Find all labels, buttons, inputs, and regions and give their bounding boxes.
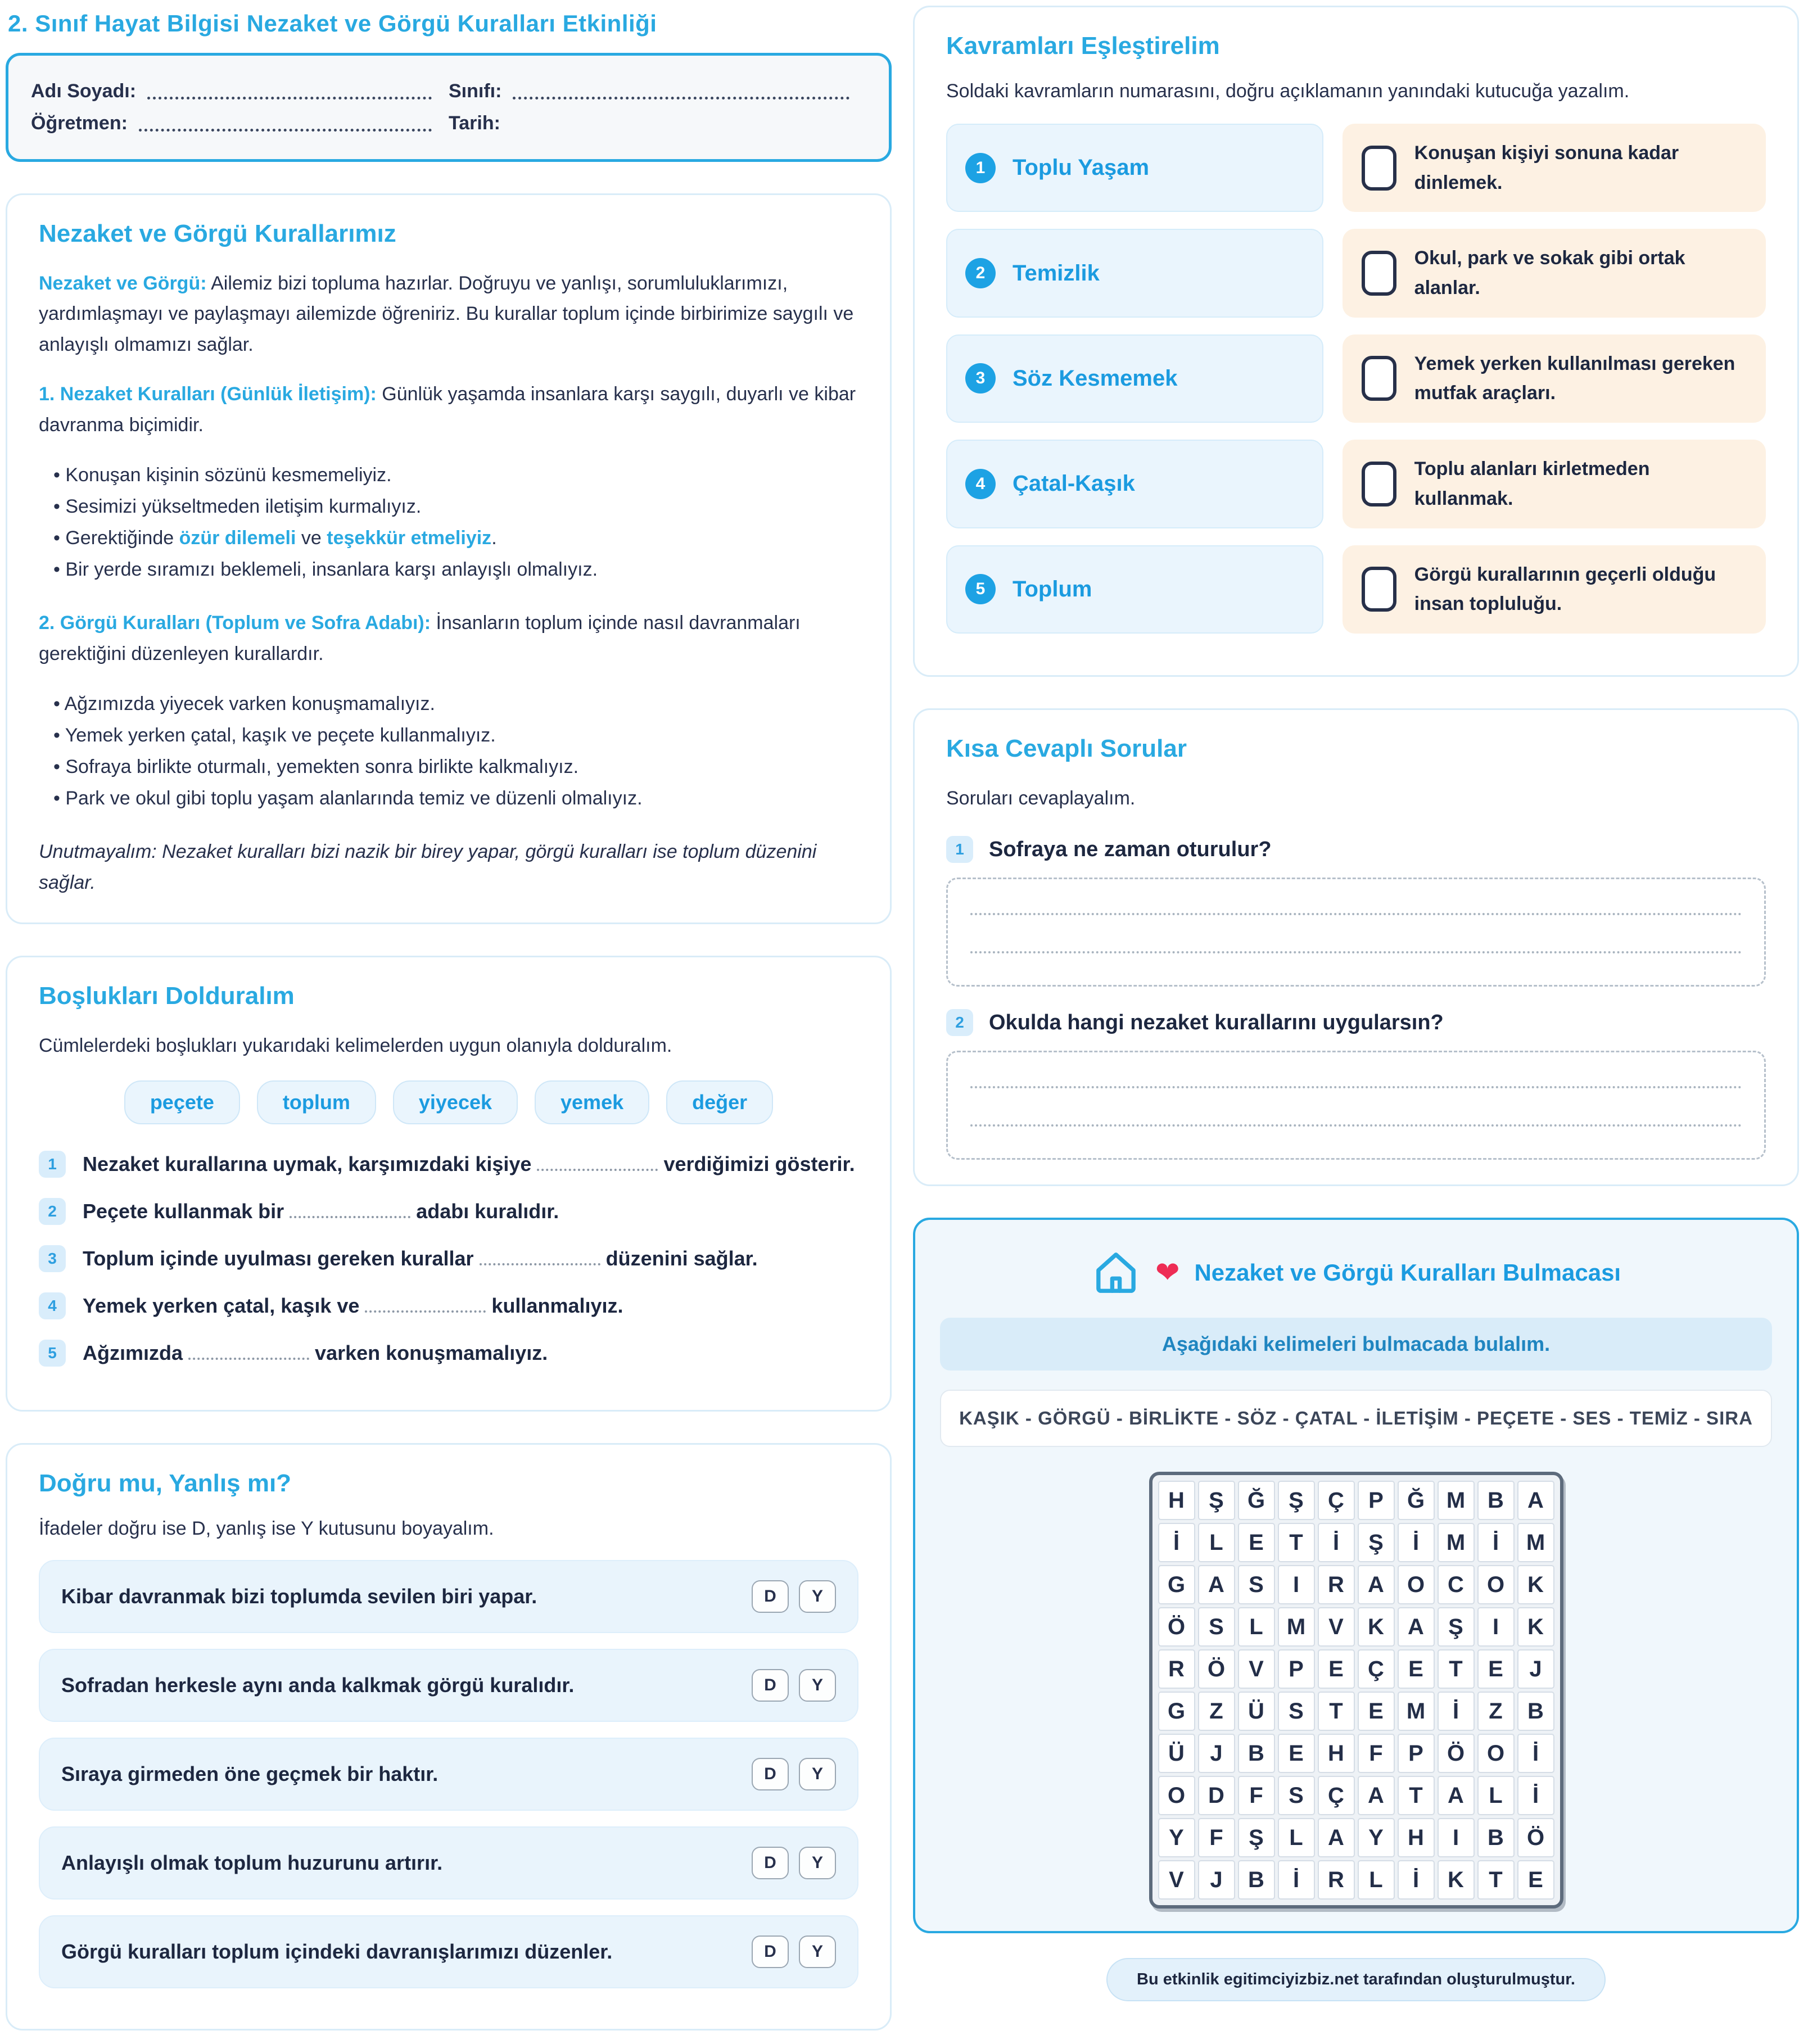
name-label: Adı Soyadı: (31, 80, 137, 102)
concept-box (946, 334, 1323, 423)
rules-section1-bullets (53, 459, 858, 585)
concept-number: 4 (965, 469, 996, 499)
item-number: 3 (39, 1245, 66, 1272)
fill-item: 2 Peçete kullanmak bir adabı kuralıdır. (39, 1196, 858, 1227)
puzzle-cell[interactable]: Y (1358, 1818, 1395, 1857)
fill-item: 4 Yemek yerken çatal, kaşık ve kullanmalıyız. (39, 1291, 858, 1321)
puzzle-cell[interactable]: L (1477, 1776, 1515, 1815)
puzzle-title: Nezaket ve Görgü Kuralları Bulmacası (1194, 1259, 1621, 1286)
teacher-input-line[interactable] (139, 116, 432, 132)
true-button[interactable]: D (752, 1847, 789, 1879)
word-chip: değer (666, 1080, 773, 1124)
puzzle-cell[interactable]: Y (1158, 1818, 1195, 1857)
concept-label: Toplum (1013, 576, 1092, 602)
true-button[interactable]: D (752, 1580, 789, 1613)
fill-blank[interactable] (365, 1296, 486, 1313)
puzzle-cell[interactable]: E (1358, 1692, 1395, 1731)
match-heading: Kavramları Eşleştirelim (946, 32, 1220, 60)
puzzle-cell[interactable]: T (1398, 1776, 1435, 1815)
puzzle-cell[interactable]: M (1398, 1692, 1435, 1731)
puzzle-cell[interactable]: S (1198, 1607, 1235, 1647)
puzzle-instruction: Aşağıdaki kelimeleri bulmacada bulalım. (940, 1318, 1772, 1371)
puzzle-cell[interactable]: I (1278, 1565, 1315, 1604)
puzzle-cell[interactable]: E (1318, 1649, 1355, 1689)
fill-blank[interactable] (537, 1154, 658, 1171)
puzzle-cell[interactable]: L (1358, 1860, 1395, 1900)
puzzle-cell[interactable]: Ç (1318, 1776, 1355, 1815)
reminder-note: Unutmayalım: Nezaket kuralları bizi nazik bir birey yapar, görgü kuralları ise toplum düzenini sağlar. (39, 841, 817, 893)
puzzle-cell[interactable]: Ğ (1398, 1481, 1435, 1520)
puzzle-cell[interactable]: B (1238, 1860, 1275, 1900)
rules-intro: Nezaket ve Görgü: Ailemiz bizi topluma hazırlar. Doğruyu ve yanlışı, sorumluluklarımızı, yardımlaşmayı ve paylaşmayı ailemizde öğreniriz. Bu kurallar toplum içinde birbirimize saygılı ve anlayışlı olmamızı sağlar. (39, 273, 854, 355)
puzzle-cell[interactable]: C (1438, 1565, 1475, 1604)
house-icon (1091, 1248, 1141, 1297)
puzzle-cell[interactable]: B (1517, 1692, 1554, 1731)
explanation-text: Toplu alanları kirletmeden kullanmak. (1414, 458, 1650, 509)
puzzle-header (940, 1248, 1772, 1297)
explanation-text: Okul, park ve sokak gibi ortak alanlar. (1414, 247, 1685, 299)
puzzle-cell[interactable]: İ (1398, 1860, 1435, 1900)
puzzle-cell[interactable]: Ü (1158, 1734, 1195, 1773)
puzzle-cell[interactable]: V (1158, 1860, 1195, 1900)
false-button[interactable]: Y (799, 1580, 836, 1613)
puzzle-cell[interactable]: Ö (1517, 1818, 1554, 1857)
bullet-item: • Yemek yerken çatal, kaşık ve peçete kullanmalıyız. (53, 720, 858, 751)
puzzle-cell[interactable]: L (1198, 1523, 1235, 1562)
puzzle-cell[interactable]: P (1358, 1481, 1395, 1520)
concept-number: 3 (965, 363, 996, 394)
puzzle-cell[interactable]: T (1318, 1692, 1355, 1731)
puzzle-cell[interactable]: I (1438, 1818, 1475, 1857)
match-row (946, 440, 1766, 528)
puzzle-cell[interactable]: Ş (1198, 1481, 1235, 1520)
puzzle-cell[interactable]: M (1438, 1481, 1475, 1520)
puzzle-cell[interactable]: J (1517, 1649, 1554, 1689)
puzzle-cell[interactable]: Z (1477, 1692, 1515, 1731)
tf-row (39, 1826, 858, 1900)
puzzle-cell[interactable]: O (1158, 1776, 1195, 1815)
word-chip: peçete (124, 1080, 240, 1124)
explanation-text: Görgü kurallarının geçerli olduğu insan topluluğu. (1414, 563, 1716, 615)
item-number: 5 (39, 1340, 66, 1367)
puzzle-cell[interactable]: L (1238, 1607, 1275, 1647)
puzzle-cell[interactable]: F (1198, 1818, 1235, 1857)
tf-heading: Doğru mu, Yanlış mı? (39, 1469, 292, 1497)
puzzle-cell[interactable]: Ş (1358, 1523, 1395, 1562)
question-text: Okulda hangi nezaket kurallarını uygularsın? (989, 1010, 1444, 1034)
concept-label: Temizlik (1013, 260, 1100, 286)
puzzle-cell[interactable]: S (1238, 1565, 1275, 1604)
puzzle-cell[interactable]: Ş (1278, 1481, 1315, 1520)
answer-checkbox[interactable] (1362, 251, 1396, 296)
name-input-line[interactable] (147, 84, 432, 100)
match-row (946, 545, 1766, 634)
item-number: 1 (39, 1151, 66, 1178)
puzzle-grid (1149, 1472, 1563, 1909)
puzzle-cell[interactable]: M (1517, 1523, 1554, 1562)
student-info-form (6, 53, 892, 162)
puzzle-word-list: KAŞIK - GÖRGÜ - BİRLİKTE - SÖZ - ÇATAL - İLETİŞİM - PEÇETE - SES - TEMİZ - SIRA (940, 1390, 1772, 1447)
puzzle-cell[interactable]: O (1477, 1565, 1515, 1604)
puzzle-cell[interactable]: Ö (1198, 1649, 1235, 1689)
question-number: 2 (946, 1009, 973, 1036)
concept-number: 1 (965, 153, 996, 183)
false-button[interactable]: Y (799, 1936, 836, 1968)
puzzle-cell[interactable]: İ (1438, 1692, 1475, 1731)
fill-blanks-card (6, 956, 892, 1411)
explanation-box (1343, 545, 1766, 634)
puzzle-cell[interactable]: Ü (1238, 1692, 1275, 1731)
explanation-box (1343, 124, 1766, 212)
puzzle-cell[interactable]: R (1318, 1860, 1355, 1900)
puzzle-cell[interactable]: İ (1278, 1860, 1315, 1900)
bullet-item: • Konuşan kişinin sözünü kesmemeliyiz. (53, 459, 858, 491)
puzzle-cell[interactable]: J (1198, 1734, 1235, 1773)
explanation-box (1343, 334, 1766, 423)
tf-row (39, 1649, 858, 1722)
puzzle-cell[interactable]: O (1398, 1565, 1435, 1604)
puzzle-cell[interactable]: M (1438, 1523, 1475, 1562)
puzzle-cell[interactable]: K (1358, 1607, 1395, 1647)
false-button[interactable]: Y (799, 1669, 836, 1702)
puzzle-cell[interactable]: B (1477, 1818, 1515, 1857)
form-row (31, 80, 866, 102)
question-row (946, 1009, 1766, 1036)
heart-icon: ❤ (1155, 1256, 1180, 1290)
question-number: 1 (946, 836, 973, 863)
match-row (946, 334, 1766, 423)
bullet-item: • Ağzımızda yiyecek varken konuşmamalıyız. (53, 688, 858, 720)
answer-area[interactable] (946, 878, 1766, 987)
puzzle-cell[interactable]: K (1517, 1607, 1554, 1647)
puzzle-cell[interactable]: Z (1198, 1692, 1235, 1731)
bullet-item: • Park ve okul gibi toplu yaşam alanlarında temiz ve düzenli olmalıyız. (53, 783, 858, 814)
puzzle-cell[interactable]: A (1358, 1565, 1395, 1604)
puzzle-cell[interactable]: A (1398, 1607, 1435, 1647)
puzzle-cell[interactable]: Ö (1438, 1734, 1475, 1773)
concept-box (946, 440, 1323, 528)
answer-checkbox[interactable] (1362, 356, 1396, 401)
explanation-text: Yemek yerken kullanılması gereken mutfak araçları. (1414, 352, 1735, 404)
puzzle-cell[interactable]: B (1477, 1481, 1515, 1520)
puzzle-cell[interactable]: D (1198, 1776, 1235, 1815)
puzzle-cell[interactable]: A (1358, 1776, 1395, 1815)
puzzle-cell[interactable]: O (1477, 1734, 1515, 1773)
rules-section2: 2. Görgü Kuralları (Toplum ve Sofra Adabı): İnsanların toplum içinde nasıl davranmaları gerektiğini düzenleyen kurallardır. (39, 612, 801, 664)
short-instruction: Soruları cevaplayalım. (946, 787, 1136, 809)
short-answer-card (913, 708, 1799, 1186)
puzzle-cell[interactable]: Ç (1318, 1481, 1355, 1520)
bullet-item: • Sofraya birlikte oturmalı, yemekten sonra birlikte kalkmalıyız. (53, 751, 858, 783)
question-text: Sofraya ne zaman oturulur? (989, 837, 1272, 861)
puzzle-cell[interactable]: H (1318, 1734, 1355, 1773)
tf-statement: Sıraya girmeden öne geçmek bir haktır. (61, 1762, 439, 1785)
tf-statement: Anlayışlı olmak toplum huzurunu artırır. (61, 1851, 443, 1874)
item-number: 4 (39, 1292, 66, 1319)
concept-label: Çatal-Kaşık (1013, 471, 1135, 496)
fill-blank[interactable] (290, 1201, 410, 1218)
true-button[interactable]: D (752, 1936, 789, 1968)
answer-checkbox[interactable] (1362, 462, 1396, 507)
puzzle-cell[interactable]: F (1238, 1776, 1275, 1815)
match-row (946, 124, 1766, 212)
date-label: Tarih: (449, 112, 500, 134)
puzzle-cell[interactable]: H (1398, 1818, 1435, 1857)
word-search-card (913, 1218, 1799, 1933)
puzzle-cell[interactable]: Ş (1438, 1607, 1475, 1647)
puzzle-cell[interactable]: E (1278, 1734, 1315, 1773)
puzzle-cell[interactable]: H (1158, 1481, 1195, 1520)
page-title: 2. Sınıf Hayat Bilgisi Nezaket ve Görgü Kuralları Etkinliği (8, 10, 657, 37)
class-input-line[interactable] (513, 84, 849, 100)
matching-card (913, 6, 1799, 677)
puzzle-cell[interactable]: İ (1158, 1523, 1195, 1562)
false-button[interactable]: Y (799, 1758, 836, 1790)
answer-line[interactable] (970, 948, 1742, 953)
rules-info-card (6, 193, 892, 924)
puzzle-cell[interactable]: I (1477, 1607, 1515, 1647)
word-bank (39, 1080, 858, 1124)
tf-row (39, 1915, 858, 1988)
class-label: Sınıfı: (449, 80, 502, 102)
fill-item: 1 Nezaket kurallarına uymak, karşımızdaki kişiye verdiğimizi gösterir. (39, 1149, 858, 1179)
answer-checkbox[interactable] (1362, 567, 1396, 612)
puzzle-cell[interactable]: G (1158, 1692, 1195, 1731)
date-field (449, 112, 866, 134)
fill-blank[interactable] (188, 1343, 309, 1360)
puzzle-cell[interactable]: K (1517, 1565, 1554, 1604)
puzzle-cell[interactable]: İ (1398, 1523, 1435, 1562)
concept-box (946, 124, 1323, 212)
puzzle-cell[interactable]: İ (1477, 1523, 1515, 1562)
left-column (6, 6, 892, 2031)
puzzle-cell[interactable]: E (1477, 1649, 1515, 1689)
concept-label: Söz Kesmemek (1013, 365, 1178, 391)
puzzle-cell[interactable]: T (1438, 1649, 1475, 1689)
concept-box (946, 545, 1323, 634)
puzzle-cell[interactable]: A (1438, 1776, 1475, 1815)
answer-area[interactable] (946, 1051, 1766, 1160)
puzzle-cell[interactable]: İ (1517, 1734, 1554, 1773)
right-column (913, 6, 1799, 2031)
puzzle-cell[interactable]: A (1198, 1565, 1235, 1604)
puzzle-cell[interactable]: V (1318, 1607, 1355, 1647)
puzzle-cell[interactable]: R (1318, 1565, 1355, 1604)
puzzle-cell[interactable]: Ş (1238, 1818, 1275, 1857)
puzzle-cell[interactable]: Ö (1158, 1607, 1195, 1647)
puzzle-cell[interactable]: L (1278, 1818, 1315, 1857)
concept-number: 2 (965, 258, 996, 288)
word-chip: yiyecek (393, 1080, 518, 1124)
answer-line[interactable] (970, 1083, 1742, 1088)
puzzle-cell[interactable]: Ğ (1238, 1481, 1275, 1520)
footer (913, 1958, 1799, 2001)
item-number: 2 (39, 1198, 66, 1225)
puzzle-cell[interactable]: B (1238, 1734, 1275, 1773)
credit-badge: Bu etkinlik egitimciyizbiz.net tarafından oluşturulmuştur. (1106, 1958, 1606, 2001)
puzzle-cell[interactable]: T (1278, 1523, 1315, 1562)
explanation-text: Konuşan kişiyi sonuna kadar dinlemek. (1414, 142, 1679, 193)
puzzle-cell[interactable]: F (1358, 1734, 1395, 1773)
fill-instruction: Cümlelerdeki boşlukları yukarıdaki kelimelerden uygun olanıyla dolduralım. (39, 1035, 672, 1057)
puzzle-cell[interactable]: K (1438, 1860, 1475, 1900)
rules-section1: 1. Nezaket Kuralları (Günlük İletişim): Günlük yaşamda insanlara karşı saygılı, duyarlı ve kibar davranma biçimidir. (39, 383, 856, 436)
rules-section2-bullets (53, 688, 858, 814)
teacher-field (31, 112, 449, 134)
word-chip: toplum (257, 1080, 376, 1124)
false-button[interactable]: Y (799, 1847, 836, 1879)
puzzle-cell[interactable]: A (1517, 1481, 1554, 1520)
puzzle-cell[interactable]: A (1318, 1818, 1355, 1857)
concept-label: Toplu Yaşam (1013, 155, 1150, 180)
word-chip: yemek (535, 1080, 649, 1124)
tf-instruction: İfadeler doğru ise D, yanlış ise Y kutusunu boyayalım. (39, 1517, 494, 1539)
tf-row (39, 1560, 858, 1633)
tf-row (39, 1738, 858, 1811)
puzzle-cell[interactable]: T (1477, 1860, 1515, 1900)
explanation-box (1343, 229, 1766, 317)
match-instruction: Soldaki kavramların numarasını, doğru açıklamanın yanındaki kutucuğa yazalım. (946, 80, 1630, 102)
teacher-label: Öğretmen: (31, 112, 128, 134)
answer-line[interactable] (970, 1121, 1742, 1127)
true-false-card (6, 1443, 892, 2031)
puzzle-cell[interactable]: E (1398, 1649, 1435, 1689)
explanation-box (1343, 440, 1766, 528)
short-heading: Kısa Cevaplı Sorular (946, 734, 1187, 762)
bullet-item: • Sesimizi yükseltmeden iletişim kurmalıyız. (53, 491, 858, 522)
puzzle-cell[interactable]: S (1278, 1776, 1315, 1815)
puzzle-cell[interactable]: Ç (1358, 1649, 1395, 1689)
name-field (31, 80, 449, 102)
tf-statement: Kibar davranmak bizi toplumda sevilen biri yapar. (61, 1584, 537, 1608)
fill-heading: Boşlukları Dolduralım (39, 982, 295, 1010)
date-input-line[interactable] (512, 116, 849, 132)
puzzle-cell[interactable]: E (1238, 1523, 1275, 1562)
true-button[interactable]: D (752, 1669, 789, 1702)
concept-number: 5 (965, 574, 996, 604)
puzzle-cell[interactable]: E (1517, 1860, 1554, 1900)
answer-checkbox[interactable] (1362, 146, 1396, 191)
question-row (946, 836, 1766, 863)
puzzle-cell[interactable]: M (1278, 1607, 1315, 1647)
form-row (31, 112, 866, 134)
fill-item: 5 Ağzımızda varken konuşmamalıyız. (39, 1338, 858, 1368)
class-field (449, 80, 866, 102)
fill-item: 3 Toplum içinde uyulması gereken kurallar düzenini sağlar. (39, 1243, 858, 1274)
fill-blank[interactable] (480, 1249, 600, 1265)
concept-box (946, 229, 1323, 317)
puzzle-cell[interactable]: P (1398, 1734, 1435, 1773)
puzzle-cell[interactable]: G (1158, 1565, 1195, 1604)
bullet-item: • Bir yerde sıramızı beklemeli, insanlara karşı anlayışlı olmalıyız. (53, 554, 858, 585)
tf-statement: Sofradan herkesle aynı anda kalkmak görgü kuralıdır. (61, 1673, 575, 1697)
answer-line[interactable] (970, 910, 1742, 915)
true-button[interactable]: D (752, 1758, 789, 1790)
puzzle-cell[interactable]: R (1158, 1649, 1195, 1689)
puzzle-cell[interactable]: J (1198, 1860, 1235, 1900)
bullet-item: • Gerektiğinde özür dilemeli ve teşekkür etmeliyiz. (53, 522, 858, 554)
puzzle-cell[interactable]: İ (1318, 1523, 1355, 1562)
match-row (946, 229, 1766, 317)
puzzle-cell[interactable]: V (1238, 1649, 1275, 1689)
puzzle-cell[interactable]: P (1278, 1649, 1315, 1689)
rules-heading: Nezaket ve Görgü Kurallarımız (39, 220, 396, 247)
tf-statement: Görgü kuralları toplum içindeki davranışlarımızı düzenler. (61, 1939, 613, 1963)
puzzle-cell[interactable]: İ (1517, 1776, 1554, 1815)
puzzle-cell[interactable]: S (1278, 1692, 1315, 1731)
